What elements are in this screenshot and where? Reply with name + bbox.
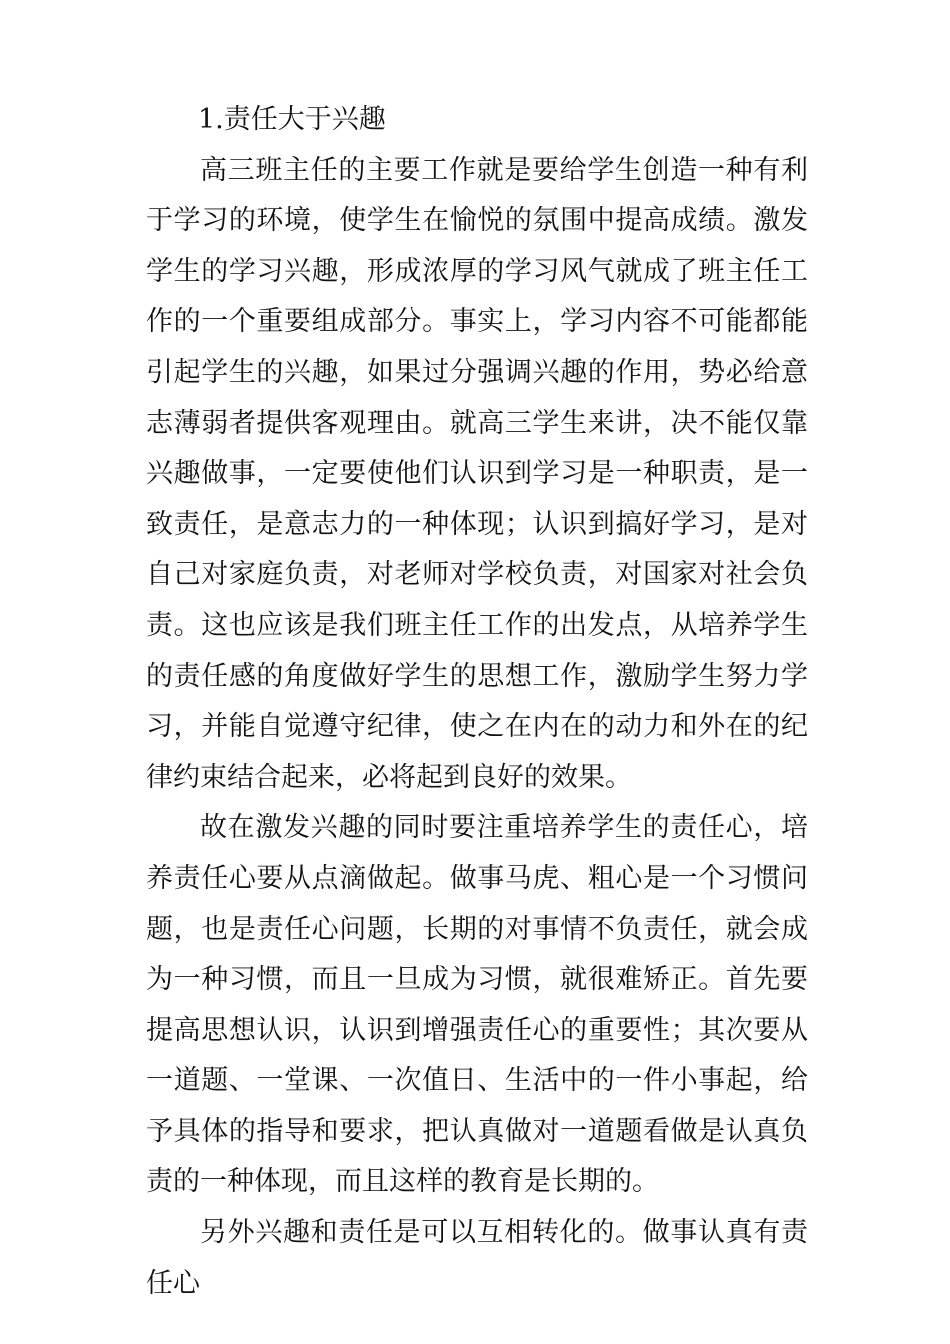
paragraph-1: 高三班主任的主要工作就是要给学生创造一种有利于学习的环境，使学生在愉悦的氛围中提高成绩。激发学生的学习兴趣，形成浓厚的学习风气就成了班主任工作的一个重要组成部分。事实上，学习内容不可能都能引起学生的兴趣，如果过分强调兴趣的作用，势必给意志薄弱者提供客观理由。就高三学生来讲，决不能仅靠兴趣做事，一定要使他们认识到学习是一种职责，是一致责任，是意志力的一种体现；认识到搞好学习，是对自己对家庭负责，对老师对学校负责，对国家对社会负责。这也应该是我们班主任工作的出发点，从培养学生的责任感的角度做好学生的思想工作，激励学生努力学习，并能自觉遵守纪律，使之在内在的动力和外在的纪律约束结合起来，必将起到良好的效果。 bbox=[146, 154, 808, 793]
paragraph-2: 故在激发兴趣的同时要注重培养学生的责任心，培养责任心要从点滴做起。做事马虎、粗心是一个习惯问题，也是责任心问题，长期的对事情不负责任，就会成为一种习惯，而且一旦成为习惯，就很难矫正。首先要提高思想认识，认识到增强责任心的重要性；其次要从一道题、一堂课、一次值日、生活中的一件小事起，给予具体的指导和要求，把认真做对一道题看做是认真负责的一种体现，而且这样的教育是长期的。 bbox=[146, 812, 808, 1198]
paragraph-3: 另外兴趣和责任是可以互相转化的。做事认真有责任心 bbox=[146, 1217, 808, 1299]
document-body bbox=[146, 95, 808, 1309]
section-heading: 1.责任大于兴趣 bbox=[198, 104, 386, 135]
